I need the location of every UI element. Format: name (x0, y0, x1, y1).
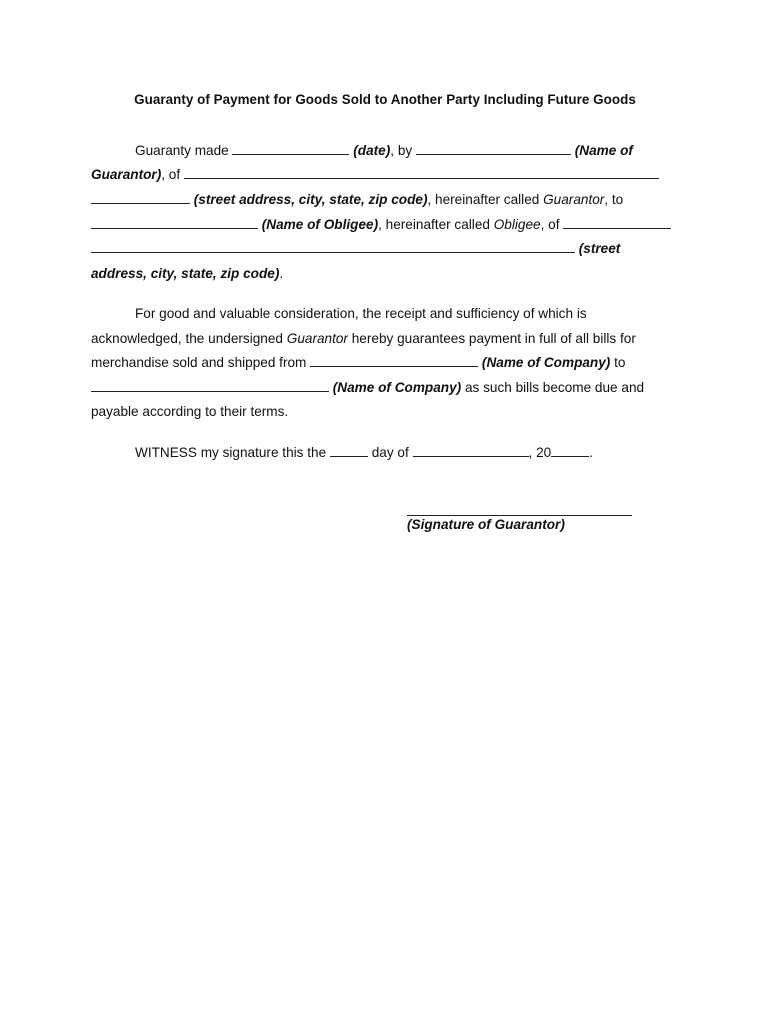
label-name-of-guarantor-b: Guarantor) (91, 167, 162, 182)
label-street-2a: (street (578, 241, 621, 256)
company-from-blank[interactable] (310, 354, 478, 367)
text-consideration-3a: merchandise sold and shipped from (91, 355, 307, 370)
guaranty-line-4 (91, 216, 671, 233)
text-guaranty-made: Guaranty made (135, 143, 229, 158)
witness-line (135, 444, 593, 461)
text-hereinafter-obligee: , hereinafter called (378, 217, 490, 232)
signature-label: (Signature of Guarantor) (407, 517, 565, 532)
company-to-blank[interactable] (91, 379, 329, 392)
label-name-of-obligee: (Name of Obligee) (261, 217, 379, 232)
guarantor-name-blank[interactable] (416, 142, 571, 155)
obligee-name-blank[interactable] (91, 216, 258, 229)
text-consideration-4b: as such bills become due and (464, 380, 645, 395)
consideration-line-1 (135, 305, 587, 322)
guaranty-line-1 (135, 142, 633, 159)
text-consideration-2a: acknowledged, the undersigned (91, 331, 283, 346)
consideration-line-4 (91, 379, 644, 396)
obligee-address-blank-1[interactable] (563, 216, 671, 229)
signature-line[interactable] (407, 515, 632, 516)
guaranty-line-5 (91, 240, 620, 257)
text-consideration-1: For good and valuable consideration, the receipt and sufficiency of which is (135, 306, 587, 321)
text-witness-c: , 20 (528, 445, 552, 460)
text-witness-d: . (589, 445, 593, 460)
consideration-line-2 (91, 330, 636, 347)
guaranty-line-6 (91, 265, 283, 282)
label-date: (date) (353, 143, 391, 158)
label-name-of-company-2: (Name of Company) (332, 380, 462, 395)
text-to-2: to (614, 355, 626, 370)
day-blank[interactable] (330, 444, 368, 457)
guarantor-address-blank-2[interactable] (91, 191, 190, 204)
text-witness-a: WITNESS my signature this the (135, 445, 327, 460)
text-of-1: , of (161, 167, 181, 182)
text-period-1: . (279, 266, 284, 281)
guarantor-address-blank-1[interactable] (184, 166, 659, 179)
obligee-address-blank-2[interactable] (91, 240, 575, 253)
label-street-address-1: (street address, city, state, zip code) (193, 192, 428, 207)
label-name-of-guarantor-a: (Name of (574, 143, 633, 158)
text-guarantor-word-2: Guarantor (286, 331, 348, 346)
text-guarantor-word: Guarantor (543, 192, 605, 207)
year-blank[interactable] (551, 444, 589, 457)
guaranty-line-2 (91, 166, 659, 183)
text-hereinafter-guarantor: , hereinafter called (427, 192, 540, 207)
consideration-line-5 (91, 403, 288, 420)
text-consideration-2b: hereby guarantees payment in full of all bills for (351, 331, 636, 346)
label-street-2b: address, city, state, zip code) (91, 266, 280, 281)
text-consideration-5: payable according to their terms. (91, 404, 289, 419)
document-title: Guaranty of Payment for Goods Sold to Another Party Including Future Goods (134, 92, 636, 107)
text-of-2: , of (540, 217, 560, 232)
consideration-line-3 (91, 354, 625, 371)
label-name-of-company-1: (Name of Company) (481, 355, 611, 370)
month-blank[interactable] (413, 444, 529, 457)
text-to-1: , to (604, 192, 624, 207)
text-by: , by (390, 143, 413, 158)
text-obligee-word: Obligee (493, 217, 541, 232)
text-witness-b: day of (371, 445, 409, 460)
guaranty-line-3 (91, 191, 623, 208)
date-blank[interactable] (232, 142, 349, 155)
